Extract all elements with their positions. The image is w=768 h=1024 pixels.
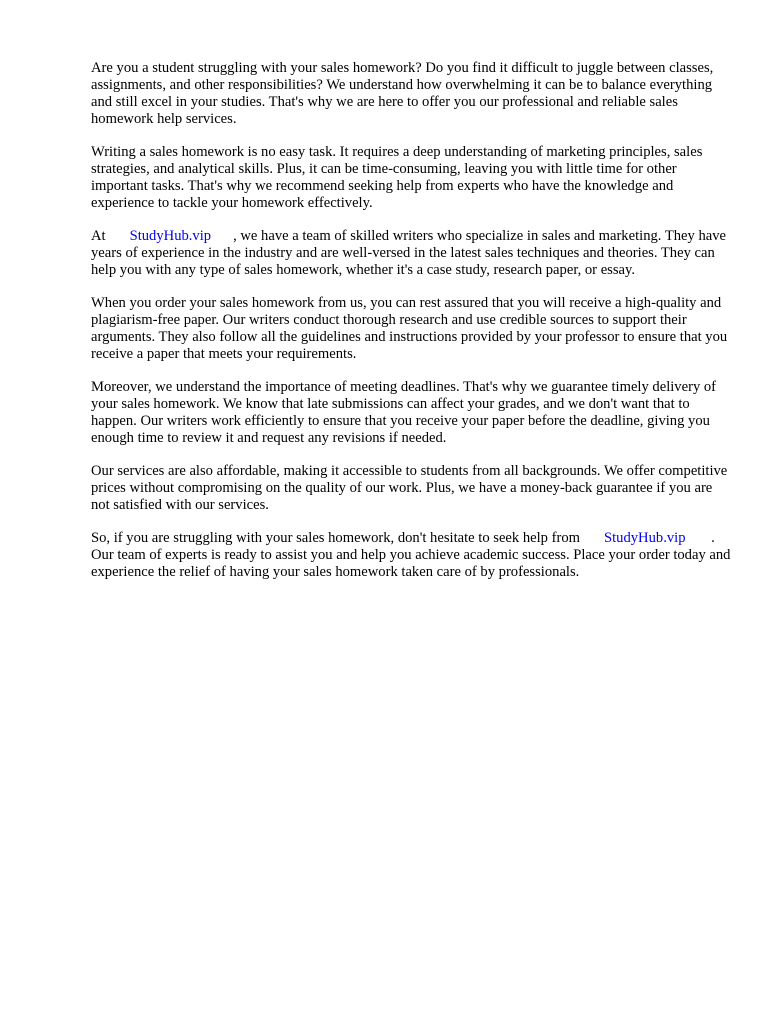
paragraph-quality: When you order your sales homework from us, you can rest assured that you will receive a high-quality and plagiarism-free paper. Our writers conduct thorough research and use credible sources to support their arguments. They also follow all the guidelines and instructions provided by your professor to ensure that you receive a paper that meets your requirements. [91,295,728,362]
paragraph-closing-lead: So, if you are struggling with your sales homework, don't hesitate to seek help from [91,530,580,546]
paragraph-writing-difficulty: Writing a sales homework is no easy task. It requires a deep understanding of marketing principles, sales strategies, and analytical skills. Plus, it can be time-consuming, leaving you with little time for other important tasks. That's why we recommend seeking help from experts who have the knowledge and experience to tackle your homework effectively. [91,144,703,211]
paragraph-affordable: Our services are also affordable, making it accessible to students from all backgrounds. We offer competitive prices without compromising on the quality of our work. Plus, we have a money-back guarantee if you are not satisfied with our services. [91,463,728,513]
paragraph-team [91,228,731,279]
paragraph-deadlines: Moreover, we understand the importance of meeting deadlines. That's why we guarantee timely delivery of your sales homework. We know that late submissions can affect your grades, and we don't want that to happen. Our writers work efficiently to ensure that you receive your paper before the deadline, giving you enough time to review it and request any revisions if needed. [91,379,717,446]
paragraph-intro: Are you a student struggling with your sales homework? Do you find it difficult to juggle between classes, assignments, and other responsibilities? We understand how overwhelming it can be to balance everything and still excel in your studies. That's why we are here to offer you our professional and reliable sales homework help services. [91,60,714,127]
paragraph-team-rest: , we have a team of skilled writers who specialize in sales and marketing. They have years of experience in the industry and are well-versed in the latest sales techniques and theories. They can help you with any type of sales homework, whether it's a case study, research paper, or essay. [91,228,727,278]
paragraph-closing [91,530,731,581]
document-body [91,60,731,597]
paragraph-closing-rest: . Our team of experts is ready to assist you and help you achieve academic success. Place your order today and experience the relief of having your sales homework taken care of by professionals. [91,530,731,580]
studyhub-link[interactable]: StudyHub.vip [129,228,212,244]
studyhub-link-closing[interactable]: StudyHub.vip [604,530,686,546]
paragraph-team-lead: At [91,228,106,244]
